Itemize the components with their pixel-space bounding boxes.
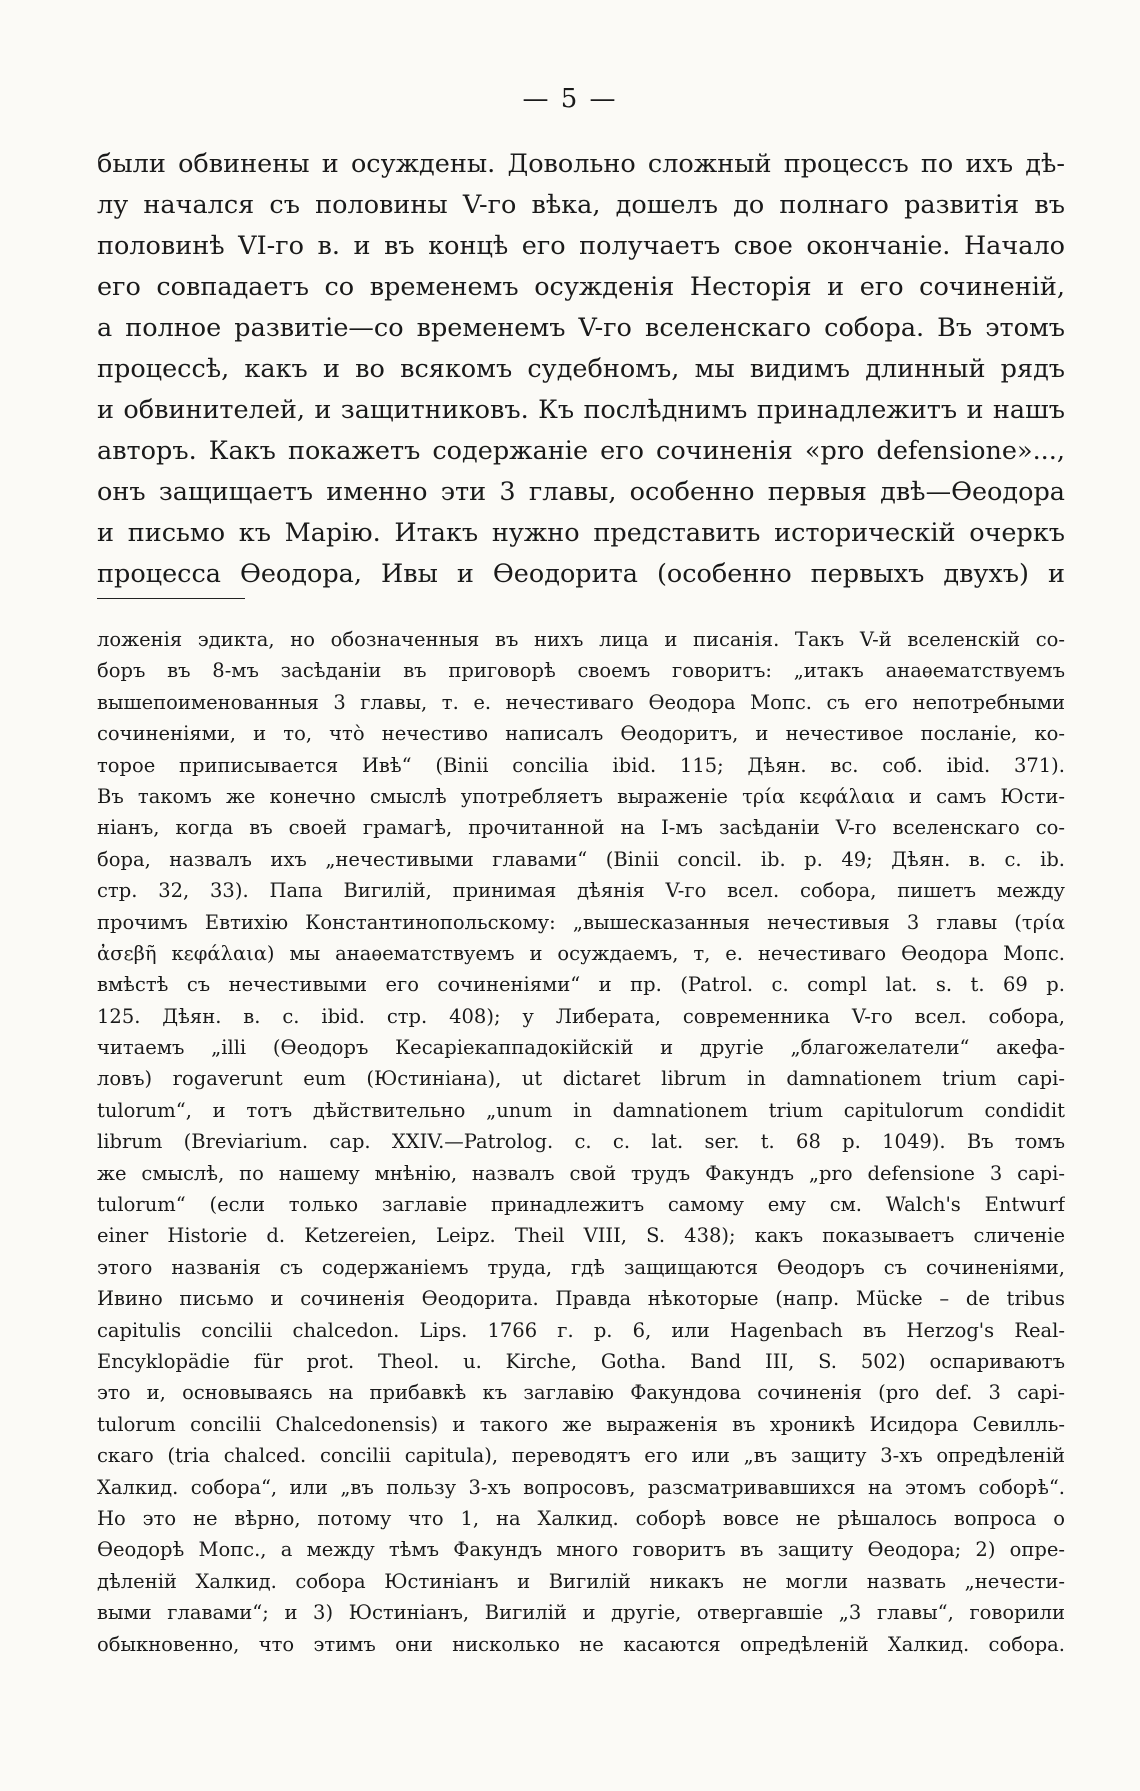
footnote-line: Но это не вѣрно, потому что 1, на Халкид. соборѣ вовсе не рѣшалось вопроса о [97, 1506, 1065, 1530]
footnote-line: 125. Дѣян. в. с. ibid. стр. 408); у Либерата, современника V-го всел. собора, [97, 1004, 1065, 1028]
footnote-line: tulorum“, и тотъ дѣйствительно „unum in damnationem trium capitulorum condidit [97, 1098, 1065, 1122]
footnote-line: это и, основываясь на прибавкѣ къ заглавію Факундова сочиненія (pro def. 3 capi- [97, 1381, 1065, 1405]
footnote-line: tulorum concilii Chalcedonensis) и такого же выраженія въ хроникѣ Исидора Севилль- [97, 1412, 1065, 1436]
main-text-line: были обвинены и осуждены. Довольно сложный процессъ по ихъ дѣ- [97, 149, 1065, 179]
main-text-line: процесса Ѳеодора, Ивы и Ѳеодорита (особенно первыхъ двухъ) и [97, 559, 1065, 589]
footnote-block [97, 624, 1065, 1660]
main-text-line: лу начался съ половины V-го вѣка, дошелъ до полнаго развитія въ [97, 190, 1065, 220]
main-text-line: его совпадаетъ со временемъ осужденія Несторія и его сочиненій, [97, 272, 1065, 302]
footnote-line: capitulis concilii chalcedon. Lips. 1766 г. p. 6, или Hagenbach въ Herzog's Real- [97, 1318, 1065, 1342]
footnote-line: этого названія съ содержаніемъ труда, гдѣ защищаются Ѳеодоръ съ сочиненіями, [97, 1255, 1065, 1279]
footnote-line: ἀσεβῆ κεφάλαια) мы анаѳематствуемъ и осуждаемъ, т, е. нечестиваго Ѳеодора Мопс. [97, 941, 1065, 965]
footnote-line: читаемъ „illi (Ѳеодоръ Кесаріекаппадокійскій и другіе „благожелатели“ акефа- [97, 1036, 1065, 1060]
footnote-line: бора, назвалъ ихъ „нечестивыми главами“ (Binii concil. ib. p. 49; Дѣян. в. с. ib. [97, 847, 1065, 871]
footnote-line: ловъ) rogaverunt eum (Юстиніана), ut dictaret librum in damnationem trium capi- [97, 1067, 1065, 1091]
main-text-line: половинѣ VI-го в. и въ концѣ его получаетъ свое окончаніе. Начало [97, 231, 1065, 261]
footnote-line: выми главами“; и 3) Юстиніанъ, Вигилій и другіе, отвергавшіе „3 главы“, говорили [97, 1601, 1065, 1625]
footnote-line: ложенія эдикта, но обозначенныя въ нихъ лица и писанія. Такъ V-й вселенскій со- [97, 628, 1065, 651]
footnote-line: ніанъ, когда въ своей грамагѣ, прочитанной на I-мъ засѣданіи V-го вселенскаго со- [97, 816, 1065, 840]
footnote-line: tulorum“ (если только заглавіе принадлежитъ самому ему см. Walch's Entwurf [97, 1193, 1065, 1217]
page-number: — 5 — [522, 84, 618, 114]
footnote-line: обыкновенно, что этимъ они нисколько не касаются опредѣленій Халкид. собора. [97, 1632, 1065, 1656]
footnote-line: прочимъ Евтихію Константинопольскому: „вышесказанныя нечестивыя 3 главы (τρία [97, 910, 1065, 934]
main-text-line: и письмо къ Марію. Итакъ нужно представить историческій очеркъ [97, 518, 1065, 548]
footnote-line: же смыслѣ, по нашему мнѣнію, назвалъ свой трудъ Факундъ „pro defensione 3 capi- [97, 1161, 1065, 1185]
footnote-line: вышепоименованныя 3 главы, т. е. нечестиваго Ѳеодора Мопс. съ его непотребными [97, 690, 1065, 714]
footnote-line: боръ въ 8-мъ засѣданіи въ приговорѣ своемъ говоритъ: „итакъ анаѳематствуемъ [97, 659, 1065, 683]
main-text-line: авторъ. Какъ покажетъ содержаніе его сочиненія «pro defensione»..., [97, 436, 1065, 466]
main-text-line: а полное развитіе—со временемъ V-го вселенскаго собора. Въ этомъ [97, 313, 1065, 343]
footnote-line: einer Historie d. Ketzereien, Leipz. Theil VIII, S. 438); какъ показываетъ сличеніе [97, 1224, 1065, 1248]
main-text-line: и обвинителей, и защитниковъ. Къ послѣднимъ принадлежитъ и нашъ [97, 395, 1065, 425]
main-text-line: онъ защищаетъ именно эти 3 главы, особенно первыя двѣ—Ѳеодора [97, 477, 1065, 507]
footnote-line: скаго (tria chalced. concilii capitula), переводятъ его или „въ защиту 3-хъ опредѣленій [97, 1444, 1065, 1468]
footnote-line: Халкид. собора“, или „въ пользу 3-хъ вопросовъ, разсматривавшихся на этомъ соборѣ“. [97, 1475, 1065, 1499]
footnote-line: Ѳеодорѣ Мопс., а между тѣмъ Факундъ много говоритъ въ защиту Ѳеодора; 2) опре- [97, 1538, 1065, 1562]
footnote-line: librum (Breviarium. cap. XXIV.—Patrolog. c. c. lat. ser. t. 68 p. 1049). Въ томъ [97, 1130, 1065, 1154]
footnote-line: Encyklopädie für prot. Theol. u. Kirche, Gotha. Band III, S. 502) оспариваютъ [97, 1349, 1065, 1373]
footnote-line: сочиненіями, и то, что̀ нечестиво написалъ Ѳеодоритъ, и нечестивое посланіе, ко- [97, 722, 1065, 746]
footnote-line: дѣленій Халкид. собора Юстиніанъ и Вигилій никакъ не могли назвать „нечести- [97, 1569, 1065, 1593]
footnote-line: вмѣстѣ съ нечестивыми его сочиненіями“ и пр. (Patrol. c. compl lat. s. t. 69 p. [97, 973, 1065, 997]
main-text-block [97, 144, 1065, 595]
main-text-line: процессѣ, какъ и во всякомъ судебномъ, мы видимъ длинный рядъ [97, 354, 1065, 384]
footnote-line: торое приписывается Ивѣ“ (Binii concilia ibid. 115; Дѣян. вс. соб. ibid. 371). [97, 753, 1065, 777]
footnote-divider [97, 598, 245, 599]
footnote-line: стр. 32, 33). Папа Вигилій, принимая дѣянія V-го всел. собора, пишетъ между [97, 879, 1065, 903]
footnote-line: Ивино письмо и сочиненія Ѳеодорита. Правда нѣкоторые (напр. Mücke – de tribus [97, 1287, 1065, 1311]
footnote-line: Въ такомъ же конечно смыслѣ употребляетъ выраженіе τρία κεφάλαια и самъ Юсти- [97, 784, 1065, 808]
